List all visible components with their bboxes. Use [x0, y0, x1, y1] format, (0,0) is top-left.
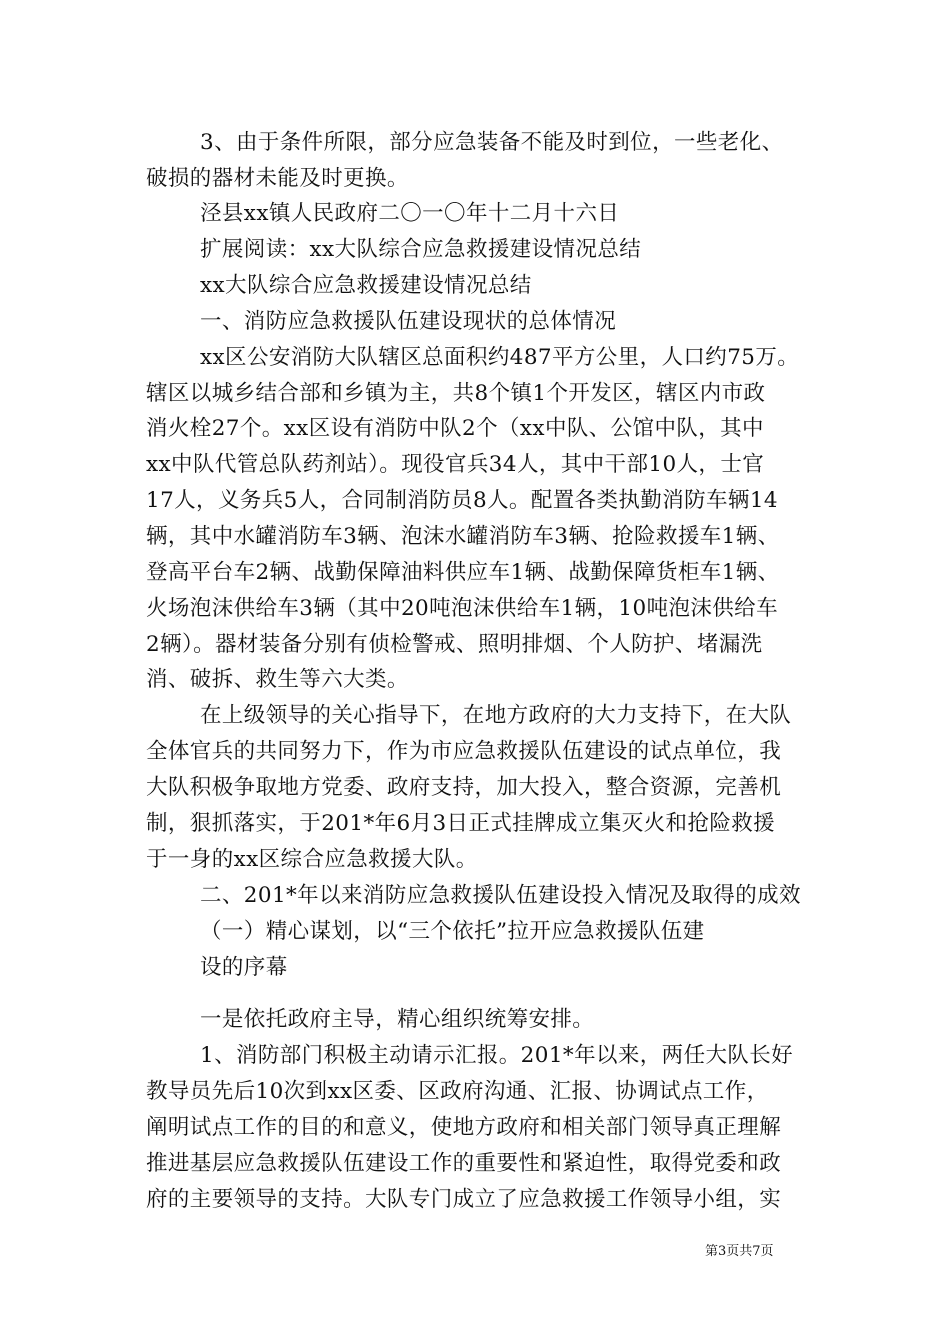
text-line-23: （一）精心谋划，以“三个依托”拉开应急救援队伍建: [200, 919, 705, 944]
text-line-14: 火场泡沫供给车3辆（其中20吨泡沫供给车1辆，10吨泡沫供给车: [146, 596, 778, 621]
text-line-6: 一、消防应急救援队伍建设现状的总体情况: [200, 309, 617, 334]
text-line-22: 二、201*年以来消防应急救援队伍建设投入情况及取得的成效: [200, 883, 801, 908]
text-line-30: 府的主要领导的支持。大队专门成立了应急救援工作领导小组，实: [146, 1187, 782, 1212]
text-line-8: 辖区以城乡结合部和乡镇为主，共8个镇1个开发区，辖区内市政: [146, 381, 766, 406]
text-line-28: 阐明试点工作的目的和意义，使地方政府和相关部门领导真正理解: [146, 1115, 782, 1140]
text-line-26: 1、消防部门积极主动请示汇报。201*年以来，两任大队长好: [200, 1043, 794, 1068]
text-line-5: xx大队综合应急救援建设情况总结: [200, 273, 532, 298]
text-line-13: 登高平台车2辆、战勤保障油料供应车1辆、战勤保障货柜车1辆、: [146, 560, 780, 585]
text-line-17: 在上级领导的关心指导下，在地方政府的大力支持下，在大队: [200, 703, 792, 728]
text-line-10: xx中队代管总队药剂站）。现役官兵34人，其中干部10人，士官: [146, 452, 765, 477]
text-line-7: xx区公安消防大队辖区总面积约487平方公里，人口约75万。: [200, 345, 800, 370]
text-line-19: 大队积极争取地方党委、政府支持，加大投入，整合资源，完善机: [146, 775, 782, 800]
text-line-20: 制，狠抓落实，于201*年6月3日正式挂牌成立集灭火和抢险救援: [146, 811, 776, 836]
text-line-12: 辆，其中水罐消防车3辆、泡沫水罐消防车3辆、抢险救援车1辆、: [146, 524, 780, 549]
text-line-21: 于一身的xx区综合应急救援大队。: [146, 847, 478, 872]
text-line-15: 2辆）。器材装备分别有侦检警戒、照明排烟、个人防护、堵漏洗: [146, 632, 763, 657]
text-line-29: 推进基层应急救援队伍建设工作的重要性和紧迫性，取得党委和政: [146, 1151, 782, 1176]
text-line-11: 17人，义务兵5人，合同制消防员8人。配置各类执勤消防车辆14: [146, 488, 778, 513]
text-line-18: 全体官兵的共同努力下，作为市应急救援队伍建设的试点单位，我: [146, 739, 782, 764]
text-line-4: 扩展阅读：xx大队综合应急救援建设情况总结: [200, 237, 642, 262]
page-number-footer: 第3页共7页: [705, 1244, 774, 1259]
text-line-27: 教导员先后10次到xx区委、区政府沟通、汇报、协调试点工作，: [146, 1079, 769, 1104]
text-line-24: 设的序幕: [200, 955, 288, 980]
text-line-1: 3、由于条件所限，部分应急装备不能及时到位，一些老化、: [200, 130, 784, 155]
text-line-25: 一是依托政府主导，精心组织统筹安排。: [200, 1007, 595, 1032]
text-line-16: 消、破拆、救生等六大类。: [146, 667, 409, 692]
text-line-9: 消火栓27个。xx区设有消防中队2个（xx中队、公馆中队，其中: [146, 416, 764, 441]
text-line-3: 泾县xx镇人民政府二〇一〇年十二月十六日: [200, 201, 620, 226]
text-line-2: 破损的器材未能及时更换。: [146, 166, 409, 191]
